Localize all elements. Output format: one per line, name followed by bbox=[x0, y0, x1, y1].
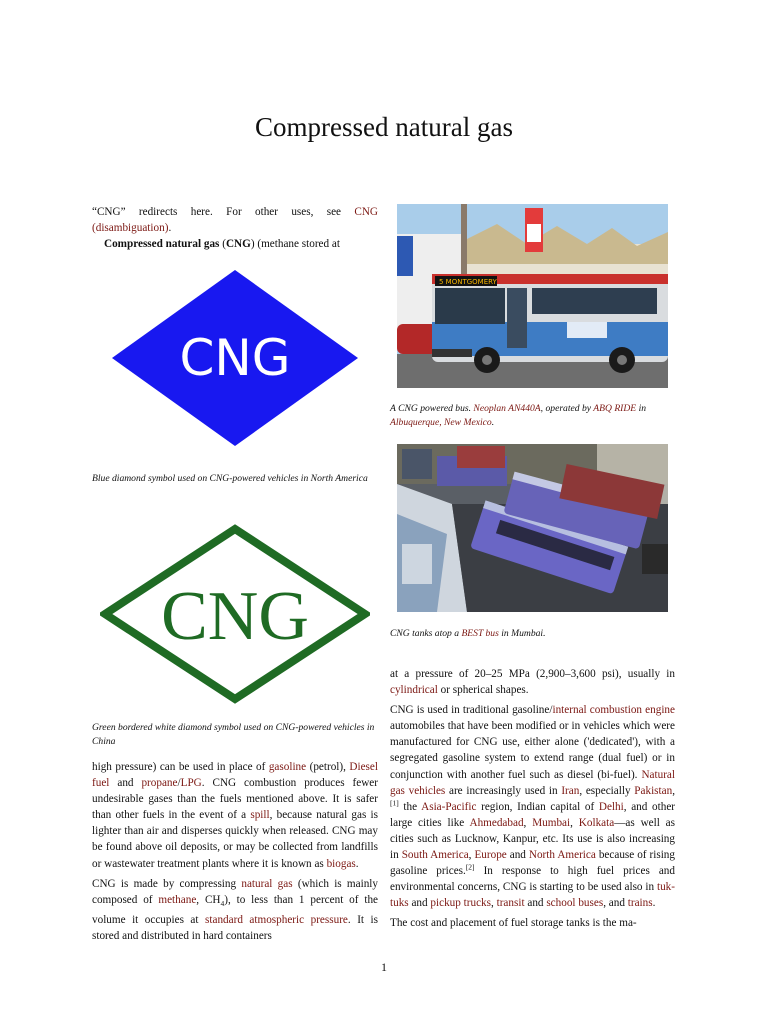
hatnote-text: “CNG” redirects here. For other uses, see bbox=[92, 206, 355, 218]
link-asia-pacific[interactable]: Asia-Pacific bbox=[421, 800, 477, 813]
link-europe[interactable]: Europe bbox=[474, 849, 507, 862]
link-pakistan[interactable]: Pakistan bbox=[634, 784, 673, 797]
link-iran[interactable]: Iran bbox=[561, 784, 580, 797]
link-neoplan-an440a[interactable]: Neoplan AN440A bbox=[473, 403, 541, 414]
citation-1[interactable]: [1] bbox=[390, 798, 399, 808]
link-school-buses[interactable]: school buses bbox=[546, 897, 604, 910]
bus-destination-sign: 5 MONTGOMERY bbox=[439, 278, 497, 286]
green-symbol-text: CNG bbox=[161, 578, 309, 655]
green-diamond-symbol bbox=[100, 524, 370, 704]
lead-paragraph: Compressed natural gas (CNG) (methane stored at bbox=[104, 238, 340, 251]
link-biogas[interactable]: biogas bbox=[326, 857, 356, 870]
link-cylindrical[interactable]: cylindrical bbox=[390, 684, 438, 697]
hatnote-end: . bbox=[168, 222, 172, 235]
blue-symbol-caption: Blue diamond symbol used on CNG-powered vehicles in North America bbox=[92, 473, 368, 484]
bold-abbr: CNG bbox=[225, 238, 251, 251]
link-cng-disambiguation[interactable]: CNG (disambiguation) bbox=[92, 206, 378, 235]
link-spill[interactable]: spill bbox=[250, 809, 270, 822]
link-natural-gas[interactable]: natural gas bbox=[241, 877, 293, 890]
link-internal-combustion-engine[interactable]: internal combustion engine bbox=[552, 704, 675, 717]
blue-diamond-symbol bbox=[110, 268, 360, 448]
link-tuk-tuks[interactable]: tuk-tuks bbox=[390, 881, 675, 910]
link-gasoline[interactable]: gasoline bbox=[268, 761, 307, 773]
link-standard-atmospheric-pressure[interactable]: standard atmospheric pressure bbox=[205, 914, 348, 927]
link-abq-ride[interactable]: ABQ RIDE bbox=[593, 403, 637, 414]
hatnote bbox=[92, 204, 378, 236]
lead-text: (methane stored at bbox=[254, 238, 340, 251]
bold-term: Compressed natural gas bbox=[104, 238, 220, 251]
left-body-text bbox=[92, 759, 378, 944]
bus-photo bbox=[397, 204, 668, 388]
paragraph-pressure: at a pressure of 20–25 MPa (2,900–3,600 psi), usually in cylindrical or spherical shapes. bbox=[390, 668, 675, 697]
link-albuquerque[interactable]: Albuquerque, New Mexico bbox=[390, 416, 492, 428]
paragraph-production: CNG is made by compressing natural gas (which is mainly composed of methane, $CH_4$), to less than 1 percent of the volume it occupies at standard atmospheric pressure. It is stored and distributed in hard containers bbox=[92, 877, 378, 943]
bus-photo-caption: A CNG powered bus. Neoplan AN440A, operated by ABQ RIDE in Albuquerque, New Mexico. bbox=[390, 403, 647, 428]
page-number: 1 bbox=[381, 960, 387, 974]
link-pickup-trucks[interactable]: pickup trucks bbox=[430, 897, 491, 910]
link-trains[interactable]: trains bbox=[627, 897, 653, 910]
page-title: Compressed natural gas bbox=[255, 112, 513, 142]
link-lpg[interactable]: LPG bbox=[180, 777, 202, 790]
link-natural-gas-vehicles[interactable]: Natural gas vehicles bbox=[390, 768, 675, 797]
link-diesel-fuel[interactable]: Diesel fuel bbox=[92, 761, 378, 790]
green-symbol-caption: Green bordered white diamond symbol used on CNG-powered vehicles in China bbox=[92, 722, 375, 747]
link-best-bus[interactable]: BEST bus bbox=[461, 628, 499, 639]
citation-2[interactable]: [2] bbox=[465, 862, 475, 872]
mumbai-bus-photo bbox=[397, 444, 668, 612]
link-transit[interactable]: transit bbox=[496, 897, 525, 910]
link-ahmedabad[interactable]: Ahmedabad bbox=[469, 816, 524, 829]
link-methane[interactable]: methane bbox=[158, 893, 197, 906]
paragraph-substitution: high pressure) can be used in place of gasoline (petrol), Diesel fuel and propane/LPG. CNG combustion produces fewer undesirable gases than the fuels mentioned above. It is safer than other fuels in the event of a spill, because natural gas is lighter than air and disperses quickly when released. CNG may be found above oil deposits, or may be collected from landfills or wastewater treatment plants where it is known as biogas. bbox=[92, 761, 378, 870]
intro bbox=[92, 204, 378, 252]
paragraph-usage: CNG is used in traditional gasoline/internal combustion engine automobiles that have been modified or in vehicles which were manufactured for CNG use, either alone ('dedicated'), with a segregated gasoline system to extend range (dual fuel) or in conjunction with another fuel such as diesel (bi-fuel). Natural gas vehicles are increasingly used in Iran, especially Pakistan,[1] the Asia-Pacific region, Indian capital of Delhi, and other large cities like Ahmedabad, Mumbai, Kolkata—as well as cities such as Lucknow, Kanpur, etc. Its use is also increasing in South America, Europe and North America because of rising gasoline prices.[2] In response to high fuel prices and environmental concerns, CNG is starting to be used also in tuk-tuks and pickup trucks, transit and school buses, and trains. bbox=[390, 704, 676, 910]
link-north-america[interactable]: North America bbox=[528, 849, 596, 862]
paragraph-storage-cost: The cost and placement of fuel storage tanks is the ma- bbox=[390, 917, 637, 930]
mumbai-photo-caption: CNG tanks atop a BEST bus in Mumbai. bbox=[390, 628, 546, 639]
link-south-america[interactable]: South America bbox=[401, 849, 469, 862]
blue-symbol-text: CNG bbox=[179, 329, 291, 387]
link-propane[interactable]: propane bbox=[141, 777, 178, 790]
link-kolkata[interactable]: Kolkata bbox=[578, 816, 615, 829]
right-body-text bbox=[390, 666, 675, 932]
link-delhi[interactable]: Delhi bbox=[598, 800, 624, 813]
link-mumbai[interactable]: Mumbai bbox=[532, 816, 571, 829]
